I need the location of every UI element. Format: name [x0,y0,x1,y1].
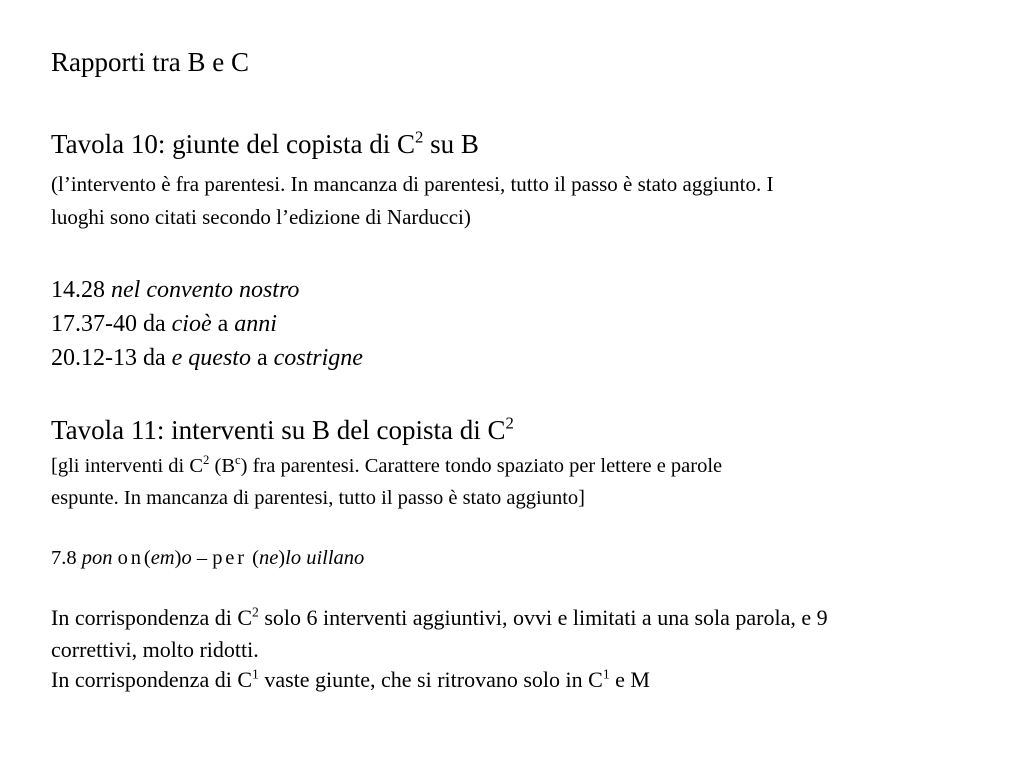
example-spaced-on: on [117,547,144,569]
tavola10-title-tail: su B [423,129,479,159]
tavola10-note-line2: luoghi sono citati secondo l’edizione di Narducci) [51,205,471,229]
summary-sup-c1b: 1 [602,666,610,682]
tavola11-note-line1 [51,453,722,479]
summary-line3 [51,666,650,694]
entry-ref: 14.28 [51,277,105,303]
tavola10-title [51,128,479,160]
tavola11-note-sup: 2 [203,453,210,468]
summary-text-e: e M [609,667,650,692]
example-ref: 7.8 [51,547,77,569]
tavola11-title [51,414,514,446]
tavola11-note-sup-c: c [235,453,241,468]
entry-text: da [143,311,166,337]
tavola10-title-sup: 2 [415,127,424,147]
tavola11-note-text-b: (B [209,455,236,477]
entry-italic-text: costrigne [273,345,363,371]
example-ne: ne [258,547,279,569]
entry-italic-text: cioè [171,311,212,337]
summary-sup-c1: 1 [252,666,259,682]
tavola11-title-sup: 2 [505,413,514,433]
example-word-pon: pon [81,547,113,569]
summary-text-d: vaste giunte, che si ritrovano solo in C [258,667,603,692]
summary-text-c: In corrispondenza di C [51,667,252,692]
entry-text: a [256,345,268,371]
summary-line1 [51,604,828,632]
entry-italic-text: e questo [171,345,251,371]
summary-text-b: solo 6 interventi aggiuntivi, ovvi e limitati a una sola parola, e 9 [258,605,828,630]
tavola10-entry [51,276,299,304]
entry-ref: 20.12-13 [51,345,137,371]
tavola10-title-text: Tavola 10: giunte del copista di C [51,129,416,159]
tavola11-note-text-a: [gli interventi di C [51,455,204,477]
tavola10-entry [51,344,363,372]
tavola11-title-text: Tavola 11: interventi su B del copista di C [51,415,506,445]
summary-text-a: In corrispondenza di C [51,605,252,630]
summary-sup: 2 [252,604,259,620]
example-lo-uillano: lo uillano [285,547,365,569]
entry-text: a [217,311,229,337]
entry-text: da [143,345,166,371]
example-spaced-per: per [212,547,247,569]
entry-italic-text: anni [234,311,277,337]
tavola10-note-line1: (l’intervento è fra parentesi. In mancanza di parentesi, tutto il passo è stato aggiunto. I [51,172,774,196]
tavola11-example: 7.8 pon on(em)o – per (ne)lo uillano [51,547,365,569]
example-em: em [150,547,175,569]
example-o: o [181,547,192,569]
summary-line2: correttivi, molto ridotti. [51,637,259,662]
tavola11-note-line2: espunte. In mancanza di parentesi, tutto il passo è stato aggiunto] [51,487,585,509]
example-dash: – [196,547,208,569]
entry-italic-text: nel convento nostro [111,277,300,303]
entry-ref: 17.37-40 [51,311,137,337]
page-heading: Rapporti tra B e C [51,47,249,77]
tavola11-note-text-c: ) fra parentesi. Carattere tondo spaziato per lettere e parole [240,455,723,477]
tavola10-entry [51,310,277,338]
